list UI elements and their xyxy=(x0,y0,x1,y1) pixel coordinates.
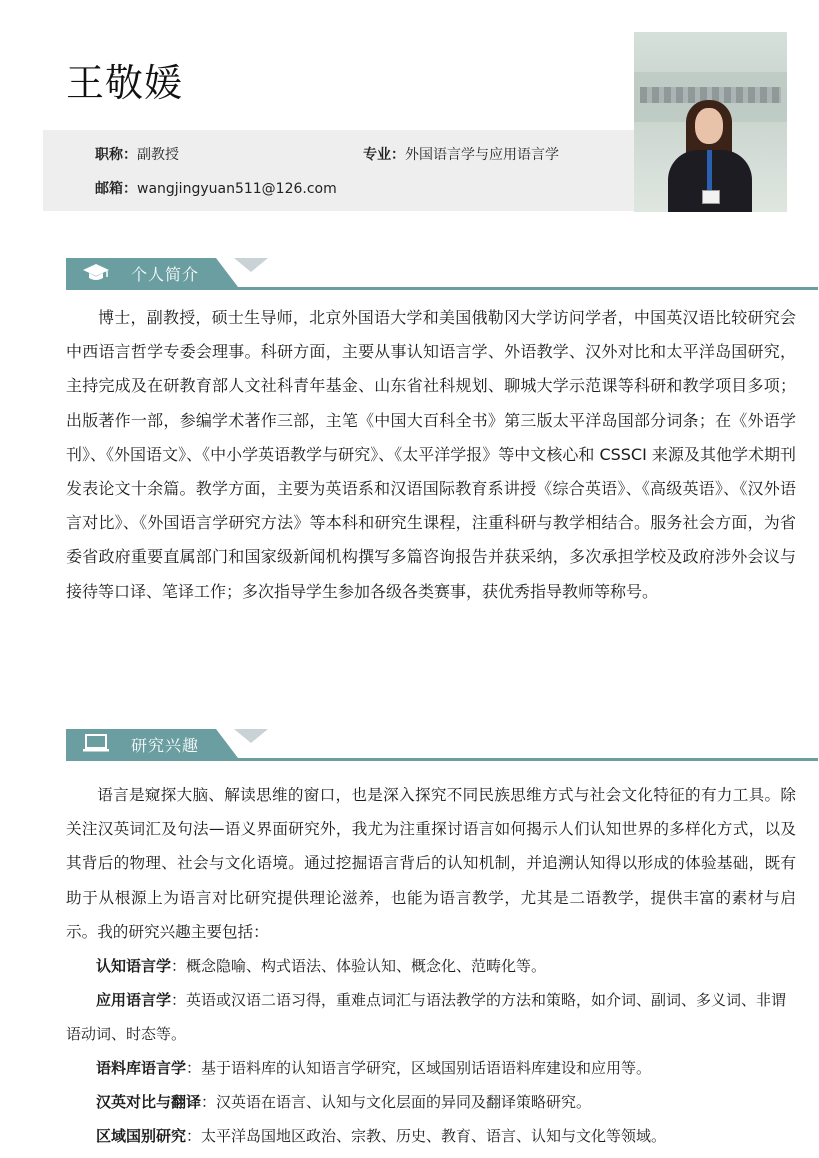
research-paragraph: 语言是窥探大脑、解读思维的窗口，也是深入探究不同民族思维方式与社会文化特征的有力工具。除关注汉英词汇及句法—语义界面研究外，我尤为注重探讨语言如何揭示人们认知世界的多样化方式，以及其背后的物理、社会与文化语境。通过挖掘语言背后的认知机制，并追溯认知得以形成的体验基础，既有助于从根源上为语言对比研究提供理论滋养，也能为语言教学，尤其是二语教学，提供丰富的素材与启示。我的研究兴趣主要包括： xyxy=(66,786,796,941)
major-field xyxy=(363,144,559,164)
interest-desc: ：汉英语在语言、认知与文化层面的异同及翻译策略研究。 xyxy=(201,1093,592,1111)
interest-desc: ：基于语料库的认知语言学研究，区域国别话语语料库建设和应用等。 xyxy=(186,1059,652,1077)
section-header-research xyxy=(66,729,818,761)
list-item xyxy=(66,1119,796,1153)
title-field xyxy=(95,144,179,164)
intro-paragraph: 博士，副教授，硕士生导师，北京外国语大学和美国俄勒冈大学访问学者，中国英汉语比较研究会中西语言哲学专委会理事。科研方面，主要从事认知语言学、外语教学、汉外对比和太平洋岛国研究，主持完成及在研教育部人文社科青年基金、山东省社科规划、聊城大学示范课等科研和教学项目多项；出版著作一部，参编学术著作三部，主笔《中国大百科全书》第三版太平洋岛国部分词条；在《外语学刊》、《外国语文》、《中小学英语教学与研究》、《太平洋学报》等中文核心和 CSSCI 来源及其他学术期刊发表论文十余篇。教学方面，主要为英语系和汉语国际教育系讲授《综合英语》、《高级英语》、《汉外语言对比》、《外国语言学研究方法》等本科和研究生课程，注重科研与教学相结合。服务社会方面，为省委省政府重要直属部门和国家级新闻机构撰写多篇咨询报告并获采纳，多次承担学校及政府涉外会议与接待等口译、笔译工作；多次指导学生参加各级各类赛事，获优秀指导教师等称号。 xyxy=(66,308,796,601)
title-label: 职称： xyxy=(95,147,137,163)
email-field xyxy=(95,178,337,198)
section-title: 研究兴趣 xyxy=(131,736,200,755)
interest-desc: ：英语或汉语二语习得，重难点词汇与语法教学的方法和策略，如介词、副词、多义词、非谓语动词、时态等。 xyxy=(66,991,787,1043)
info-band xyxy=(43,130,634,211)
list-item xyxy=(66,1051,796,1085)
laptop-icon xyxy=(82,733,110,753)
interest-term: 语料库语言学 xyxy=(96,1059,187,1077)
section-tab-shadow xyxy=(234,729,268,743)
list-item xyxy=(66,983,796,1051)
interest-term: 认知语言学 xyxy=(96,957,172,975)
profile-photo xyxy=(634,32,787,212)
list-item xyxy=(66,949,796,983)
title-value: 副教授 xyxy=(137,147,179,163)
interest-desc: ：概念隐喻、构式语法、体验认知、概念化、范畴化等。 xyxy=(171,957,547,975)
list-item xyxy=(66,1085,796,1119)
section-tab-shadow xyxy=(234,258,268,272)
interest-term: 区域国别研究 xyxy=(96,1127,187,1145)
interest-term: 汉英对比与翻译 xyxy=(96,1093,202,1111)
graduation-cap-icon xyxy=(82,262,110,282)
interest-desc: ：太平洋岛国地区政治、宗教、历史、教育、语言、认知与文化等领域。 xyxy=(186,1127,667,1145)
profile-name: 王敬媛 xyxy=(66,61,184,105)
interest-term: 应用语言学 xyxy=(96,991,172,1009)
research-interest-list xyxy=(66,949,796,1153)
email-value[interactable]: wangjingyuan511@126.com xyxy=(137,181,337,197)
section-title: 个人简介 xyxy=(131,265,200,284)
major-label: 专业： xyxy=(363,147,405,163)
section-header-intro xyxy=(66,258,818,290)
email-label: 邮箱： xyxy=(95,181,137,197)
major-value: 外国语言学与应用语言学 xyxy=(405,147,559,163)
